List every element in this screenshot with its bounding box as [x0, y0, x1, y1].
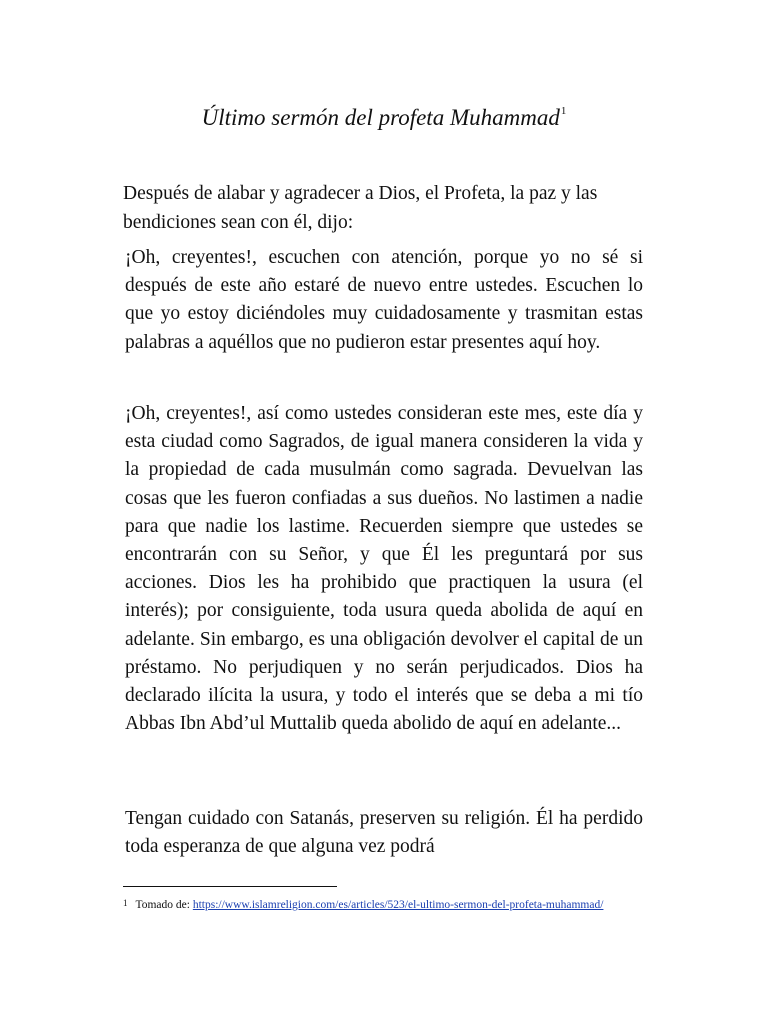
page-title: [0, 96, 768, 133]
footnote: [123, 895, 643, 913]
intro-paragraph: Después de alabar y agradecer a Dios, el Profeta, la paz y las bendiciones sean con él, dijo:: [123, 183, 598, 233]
quote-paragraph-2: ¡Oh, creyentes!, así como ustedes consideran este mes, este día y esta ciudad como Sagrados, de igual manera consideren la vida y la propiedad de cada musulmán como sagrada. Devuelvan las cosas que les fueron confiadas a sus dueños. No lastimen a nadie para que nadie los lastime. Recuerden siempre que ustedes se encontrarán con su Señor, y que Él les preguntará por sus acciones. Dios les ha prohibido que practiquen la usura (el interés); por consiguiente, toda usura queda abolida de aquí en adelante. Sin embargo, es una obligación devolver el capital de un préstamo. No perjudiquen y no serán perjudicados. Dios ha declarado ilícita la usura, y todo el interés que se deba a mi tío Abbas Ibn Abd’ul Muttalib queda abolido de aquí en adelante...: [125, 403, 643, 735]
quote-paragraph-1: ¡Oh, creyentes!, escuchen con atención, porque yo no sé si después de este año estaré de nuevo entre ustedes. Escuchen lo que yo estoy diciéndoles muy cuidadosamente y trasmitan estas palabras a aquéllos que no pudieron estar presentes aquí hoy.: [125, 247, 643, 353]
footnote-divider: [123, 886, 337, 887]
title-text: Último sermón del profeta Muhammad: [201, 105, 560, 130]
footnote-link[interactable]: https://www.islamreligion.com/es/articles/523/el-ultimo-sermon-del-profeta-muhammad/: [192, 899, 604, 911]
quote-paragraph-3: Tengan cuidado con Satanás, preserven su religión. Él ha perdido toda esperanza de que alguna vez podrá: [125, 808, 643, 858]
footnote-marker: 1: [123, 898, 128, 908]
title-footnote-marker[interactable]: 1: [560, 105, 567, 117]
footnote-prefix: Tomado de:: [135, 899, 190, 911]
